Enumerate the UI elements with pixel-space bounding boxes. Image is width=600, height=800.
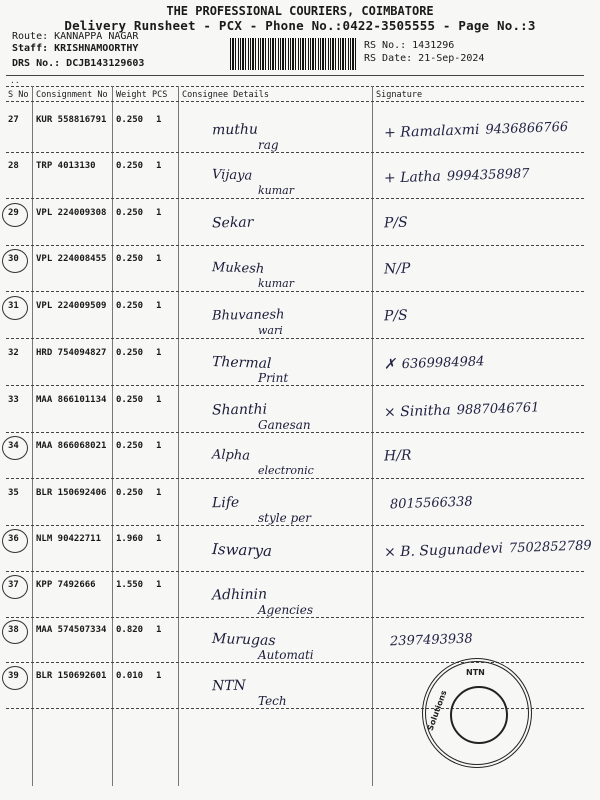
route-label: Route: KANNAPPA NAGAR [12,31,139,42]
col-header-pcs: PCS [152,90,168,100]
table-top-rule [6,86,584,87]
consignee-handwriting-line2: Automati [258,648,314,662]
consignee-handwriting-line2: rag [258,138,279,152]
row-consignment-no: HRD 754094827 [36,348,107,358]
row-pcs: 1 [156,348,162,358]
row-sno: 29 [8,208,19,218]
row-sno: 38 [8,625,19,635]
signature-phone: 9887046761 [456,400,540,419]
row-weight: 1.550 [116,580,144,590]
row-pcs: 1 [156,671,162,681]
signature-mark: × B. Sugunadevi [383,540,504,561]
row-sno: 31 [8,301,19,311]
row-sno: 33 [8,395,19,405]
consignee-handwriting: NTN [211,677,246,695]
signature-mark [384,497,385,513]
consignee-handwriting: muthu [211,121,259,139]
col-header-consignment: Consignment No [36,90,108,100]
column-divider [372,86,373,786]
consignee-handwriting-line2: Ganesan [258,418,311,432]
staff-label: Staff: KRISHNAMOORTHY [12,43,139,54]
row-divider [6,338,584,339]
stamp-top-text: NTN [466,668,485,677]
signature-handwriting [384,308,408,325]
signature-mark: P/S [383,214,409,232]
header-divider [6,75,584,76]
consignee-handwriting-line2: kumar [258,277,294,290]
row-sno: 34 [8,441,19,451]
signature-phone: 2397493938 [389,631,473,650]
row-sno: 37 [8,580,19,590]
signature-mark [384,634,385,650]
row-pcs: 1 [156,534,162,544]
row-sno: 32 [8,348,19,358]
row-divider [6,617,584,618]
row-weight: 0.820 [116,625,144,635]
consignee-handwriting: Iswarya [211,539,273,561]
row-weight: 0.250 [116,161,144,171]
row-pcs: 1 [156,301,162,311]
signature-mark: + Ramalaxmi [383,121,480,142]
row-sno: 27 [8,115,19,125]
row-divider [6,432,584,433]
row-pcs: 1 [156,395,162,405]
signature-handwriting [384,493,473,512]
column-divider [112,86,113,786]
row-weight: 0.250 [116,208,144,218]
rs-date: RS Date: 21-Sep-2024 [364,53,485,64]
drs-number: DRS No.: DCJB143129603 [12,58,145,69]
row-weight: 0.010 [116,671,144,681]
row-divider [6,385,584,386]
row-pcs: 1 [156,254,162,264]
marker-text: .. [10,76,20,85]
row-consignment-no: MAA 574507334 [36,625,107,635]
signature-mark: P/S [383,307,409,325]
signature-phone: 6369984984 [401,354,485,373]
row-weight: 0.250 [116,254,144,264]
barcode [230,38,358,70]
row-consignment-no: MAA 866101134 [36,395,107,405]
row-divider [6,245,584,246]
signature-mark: ✗ [383,356,397,373]
row-pcs: 1 [156,625,162,635]
consignee-handwriting: Life [211,494,240,512]
col-header-weight: Weight [116,90,147,100]
col-header-sno: S No [8,90,29,100]
column-divider [32,86,33,786]
row-weight: 0.250 [116,395,144,405]
row-weight: 0.250 [116,301,144,311]
consignee-handwriting-line2: style per [258,511,312,525]
row-weight: 0.250 [116,115,144,125]
col-header-consignee: Consignee Details [182,90,269,100]
column-divider [178,86,179,786]
row-consignment-no: MAA 866068021 [36,441,107,451]
signature-handwriting [384,448,412,465]
runsheet-title: Delivery Runsheet - PCX - Phone No.:0422-3505555 - Page No.:3 [64,18,536,33]
signature-handwriting [384,261,411,278]
row-consignment-no: NLM 90422711 [36,534,102,544]
row-sno: 35 [8,488,19,498]
row-sno: 30 [8,254,19,264]
signature-handwriting [384,537,592,560]
row-consignment-no: BLR 150692601 [36,671,107,681]
consignee-handwriting-line2: wari [258,324,283,337]
row-consignment-no: VPL 224009509 [36,301,107,311]
row-pcs: 1 [156,161,162,171]
consignee-handwriting: Mukesh [211,260,265,277]
row-divider [6,478,584,479]
row-weight: 0.250 [116,348,144,358]
signature-handwriting [384,215,408,232]
consignee-handwriting: Adhinin [211,586,268,604]
signature-handwriting [384,165,530,186]
row-sno: 39 [8,671,19,681]
signature-handwriting [384,353,485,372]
header-bottom-rule [6,101,584,102]
signature-handwriting [384,630,473,649]
row-sno: 28 [8,161,19,171]
signature-phone: 9436866766 [485,119,569,138]
consignee-handwriting: Thermal [211,353,272,373]
row-divider [6,525,584,526]
company-stamp [422,658,532,768]
company-name: THE PROFESSIONAL COURIERS, COIMBATORE [166,4,434,18]
row-pcs: 1 [156,488,162,498]
consignee-handwriting-line2: Print [258,371,289,385]
consignee-handwriting: Shanthi [211,401,268,419]
signature-phone: 8015566338 [389,494,473,513]
row-pcs: 1 [156,208,162,218]
consignee-handwriting-line2: Agencies [258,603,313,617]
signature-handwriting [384,119,569,141]
signature-phone: 7502852789 [508,538,592,557]
rs-number: RS No.: 1431296 [364,40,455,51]
row-pcs: 1 [156,115,162,125]
consignee-handwriting-line2: Tech [258,694,287,708]
consignee-handwriting: Vijaya [211,167,253,184]
consignee-handwriting: Sekar [211,214,254,232]
stamp-center [450,686,508,744]
row-divider [6,571,584,572]
row-consignment-no: BLR 150692406 [36,488,107,498]
signature-phone: 9994358987 [446,166,530,185]
row-consignment-no: VPL 224009308 [36,208,107,218]
row-divider [6,291,584,292]
col-header-signature: Signature [376,90,423,100]
row-pcs: 1 [156,580,162,590]
row-weight: 0.250 [116,488,144,498]
row-pcs: 1 [156,441,162,451]
consignee-handwriting: Bhuvanesh [211,307,285,324]
row-divider [6,198,584,199]
consignee-handwriting: Murugas [211,630,276,650]
consignee-handwriting-line2: electronic [258,464,314,477]
row-divider [6,152,584,153]
stamp-side-text: Solutions [425,689,449,732]
consignee-handwriting: Alpha [211,447,251,464]
signature-mark: N/P [383,260,411,278]
row-weight: 1.960 [116,534,144,544]
row-consignment-no: VPL 224008455 [36,254,107,264]
row-sno: 36 [8,534,19,544]
row-consignment-no: KUR 558816791 [36,115,107,125]
row-weight: 0.250 [116,441,144,451]
row-consignment-no: KPP 7492666 [36,580,96,590]
signature-mark: H/R [383,447,412,465]
signature-mark: + Latha [383,168,442,187]
row-consignment-no: TRP 4013130 [36,161,96,171]
signature-mark: × Sinitha [383,402,452,421]
consignee-handwriting-line2: kumar [258,184,294,197]
signature-handwriting [384,399,540,420]
